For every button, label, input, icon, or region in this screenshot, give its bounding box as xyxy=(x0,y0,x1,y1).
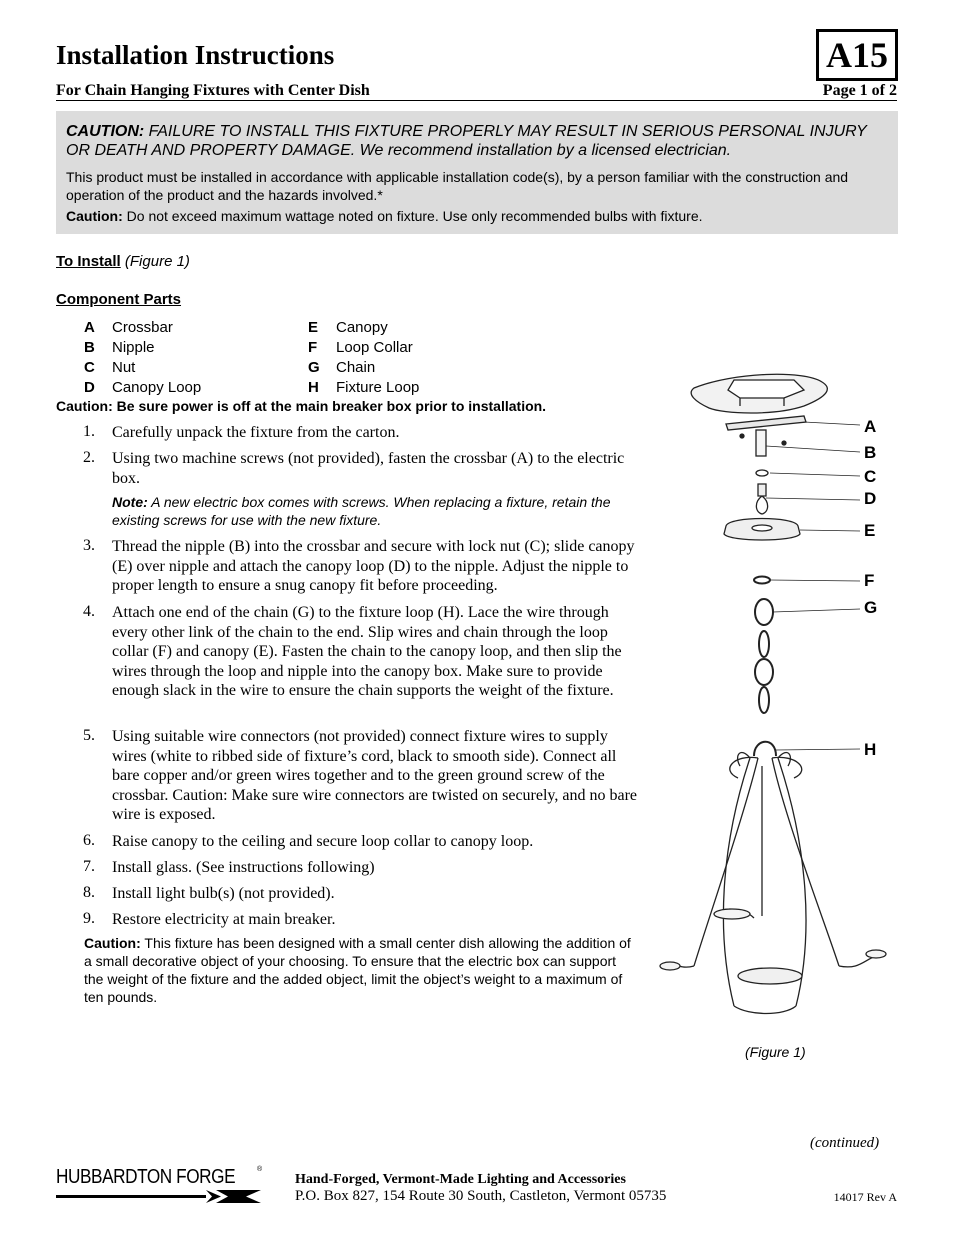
install-figure-ref: (Figure 1) xyxy=(120,253,190,270)
caution-warning-text: FAILURE TO INSTALL THIS FIXTURE PROPERLY MAY RESULT IN SERIOUS PERSONAL INJURY OR DEATH AND PROPERTY DAMAGE. We recommend installation by a licensed electrician. xyxy=(66,123,867,159)
component-parts-heading: Component Parts xyxy=(56,291,182,308)
brand-registered-mark: ® xyxy=(257,1166,263,1173)
part-name: Canopy xyxy=(336,319,388,336)
step-text: Carefully unpack the fixture from the carton. xyxy=(112,424,400,441)
step-number: 3. xyxy=(83,537,95,554)
part-name: Fixture Loop xyxy=(336,379,420,396)
figure-label-g: G xyxy=(864,598,878,617)
electric-box-illustration xyxy=(691,374,827,413)
brand-logo xyxy=(56,1166,261,1210)
loop-collar-illustration xyxy=(754,577,770,584)
install-heading xyxy=(56,253,190,270)
document-code-box: A15 xyxy=(816,29,898,81)
step-text: Thread the nipple (B) into the crossbar and secure with lock nut (C); slide canopy (E) over nipple and attach the canopy loop (D) to the nipple. Adjust the nipple to proper length to ensure a snug canopy fit before proceeding. xyxy=(112,538,635,595)
brand-name: HUBBARDTON FORGE xyxy=(56,1166,236,1188)
leader-lines xyxy=(766,422,860,750)
step-text: Restore electricity at main breaker. xyxy=(112,911,336,928)
part-letter: B xyxy=(84,339,95,356)
part-name: Chain xyxy=(336,359,376,376)
figure-label-b: B xyxy=(864,443,877,462)
figure-label-e: E xyxy=(864,521,876,540)
brand-hammer-icon xyxy=(56,1190,261,1206)
step-number: 5. xyxy=(83,727,95,744)
chain-illustration xyxy=(755,599,773,713)
screws-note xyxy=(112,493,637,529)
nipple-illustration xyxy=(756,430,766,456)
part-name: Crossbar xyxy=(112,319,173,336)
document-revision: 14017 Rev A xyxy=(833,1190,897,1204)
part-name: Canopy Loop xyxy=(112,379,202,396)
step-text: Attach one end of the chain (G) to the fixture loop (H). Lace the wire through every other link of the chain to the end. Slip wires and chain through the loop collar (F) and canopy (E). Fasten the chain to the canopy loop, and then slip the wires through the loop and nipple into the canopy box. Make sure to provide enough slack in the wire to ensure the chain supports the weight of the fixture. xyxy=(112,604,622,700)
figure-label-d: D xyxy=(864,489,877,508)
nut-illustration xyxy=(756,470,768,476)
page-title: Installation Instructions xyxy=(56,40,335,70)
fixture-exploded-diagram xyxy=(654,366,894,1030)
figure-label-f: F xyxy=(864,571,875,590)
fixture-body-illustration xyxy=(660,742,886,1014)
figure-label-c: C xyxy=(864,467,877,486)
caution-wattage-text: Do not exceed maximum wattage noted on fixture. Use only recommended bulbs with fixture. xyxy=(122,208,703,224)
caution-wattage xyxy=(66,207,886,225)
step-number: 4. xyxy=(83,603,95,620)
step-number: 6. xyxy=(83,832,95,849)
dish-caution-text: This fixture has been designed with a small center dish allowing the addition of a small decorative object of your choosing. To ensure that the electric box can support the weight of the fixture and the added object, limit the object’s weight to a maximum of ten pounds. xyxy=(84,935,631,1005)
figure-caption: (Figure 1) xyxy=(745,1044,806,1060)
step-number: 1. xyxy=(83,423,95,440)
part-name: Loop Collar xyxy=(336,339,413,356)
install-heading-text: To Install xyxy=(56,253,121,270)
part-letter: A xyxy=(84,319,95,336)
step-number: 9. xyxy=(83,910,95,927)
part-letter: D xyxy=(84,379,95,396)
step-number: 8. xyxy=(83,884,95,901)
note-lead: Note: xyxy=(112,494,148,510)
header-rule xyxy=(56,100,897,101)
caution-lead: CAUTION: xyxy=(66,123,145,140)
canopy-illustration xyxy=(724,519,800,541)
step-text: Install light bulb(s) (not provided). xyxy=(112,885,335,902)
note-text: A new electric box comes with screws. When replacing a fixture, retain the existing screws for use with the new fixture. xyxy=(112,494,611,528)
step-number: 2. xyxy=(83,449,95,466)
part-name: Nipple xyxy=(112,339,155,356)
caution-warning xyxy=(66,122,886,160)
figure-label-a: A xyxy=(864,417,877,436)
part-letter: C xyxy=(84,359,95,376)
step-text: Install glass. (See instructions following) xyxy=(112,859,375,876)
footer-tagline: Hand-Forged, Vermont-Made Lighting and Accessories xyxy=(295,1172,626,1187)
step-text: Using suitable wire connectors (not provided) connect fixture wires to supply wires (white to ribbed side of fixture’s cord, black to smooth side). Connect all bare copper and/or green wires together and to the green ground screw of the crossbar. Caution: Make sure wire connectors are twisted on securely, and no bare wire is exposed. xyxy=(112,728,638,824)
step-text: Using two machine screws (not provided), fasten the crossbar (A) to the electric box. xyxy=(112,450,625,487)
page-subtitle: For Chain Hanging Fixtures with Center Dish xyxy=(56,82,370,99)
part-letter: F xyxy=(308,339,318,356)
footer-address: P.O. Box 827, 154 Route 30 South, Castleton, Vermont 05735 xyxy=(295,1188,667,1204)
page-number: Page 1 of 2 xyxy=(822,82,897,99)
power-caution: Caution: Be sure power is off at the main breaker box prior to installation. xyxy=(56,398,547,414)
caution-code-text: This product must be installed in accordance with applicable installation code(s), by a person familiar with the construction and operation of the product and the hazards involved.* xyxy=(66,169,849,203)
dish-caution-lead: Caution: xyxy=(84,935,141,951)
canopy-loop-illustration xyxy=(756,484,767,514)
part-letter: H xyxy=(308,379,319,396)
part-letter: G xyxy=(308,359,320,376)
center-dish-caution xyxy=(84,934,636,1006)
step-text: Raise canopy to the ceiling and secure loop collar to canopy loop. xyxy=(112,833,534,850)
figure-label-h: H xyxy=(864,740,877,759)
caution-wattage-lead: Caution: xyxy=(66,208,123,224)
part-name: Nut xyxy=(112,359,136,376)
step-number: 7. xyxy=(83,858,95,875)
part-letter: E xyxy=(308,319,319,336)
continued-note: (continued) xyxy=(810,1135,880,1151)
